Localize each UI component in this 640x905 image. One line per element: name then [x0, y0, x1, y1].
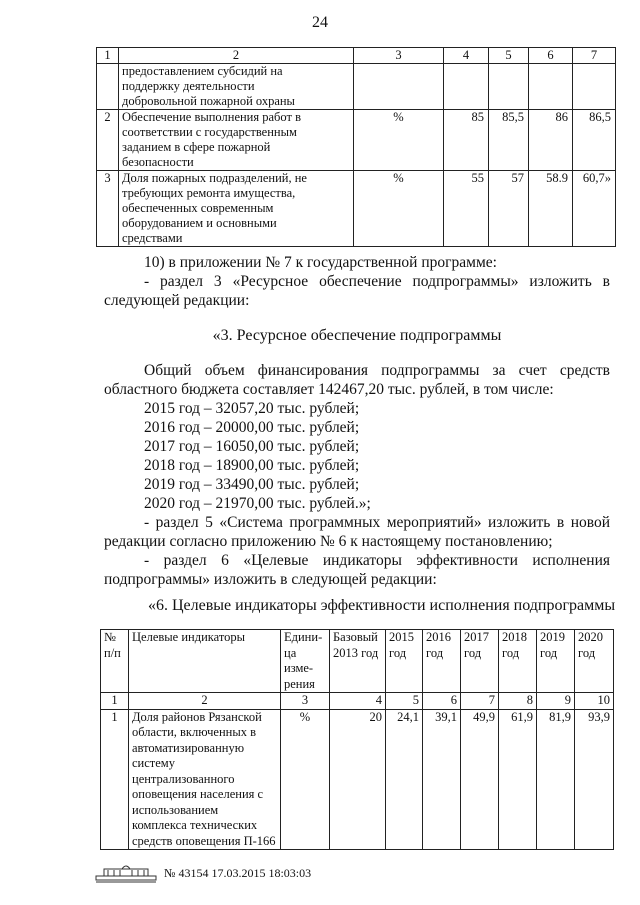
value-cell: 85,5 — [489, 110, 529, 171]
paragraph-line: - раздел 3 «Ресурсное обеспечение подпрограммы» изложить в — [144, 273, 610, 290]
table-row — [101, 709, 614, 850]
table1-header-cell: 7 — [573, 48, 616, 64]
year-line: 2019 год – 33490,00 тыс. рублей; — [144, 476, 360, 493]
year-line: 2017 год – 16050,00 тыс. рублей; — [144, 438, 360, 455]
header-line: 2017 — [464, 630, 489, 644]
indicator-name — [129, 709, 281, 850]
indicator-line: автоматизированную — [132, 740, 245, 755]
header-year-2019 — [537, 630, 575, 693]
header-line: 2020 — [578, 630, 603, 644]
indicator-line: обеспеченных современным — [122, 201, 274, 215]
column-number: 7 — [461, 693, 499, 710]
indicator-name — [119, 110, 354, 171]
year-line: 2018 год – 18900,00 тыс. рублей; — [144, 457, 360, 474]
header-line: № — [104, 630, 116, 644]
indicator-line: комплекса технических — [132, 818, 258, 832]
unit-cell: % — [281, 709, 330, 850]
row-number: 2 — [97, 110, 119, 171]
value-cell: 24,1 — [386, 709, 423, 850]
paragraph-line: следующей редакции: — [104, 292, 250, 309]
value-cell — [489, 64, 529, 110]
header-line: год — [389, 645, 407, 660]
header-line: ца изме- — [284, 645, 314, 675]
indicator-line: централизованного — [132, 771, 235, 786]
column-number: 3 — [281, 693, 330, 710]
page-number: 24 — [312, 14, 328, 31]
header-line: рения — [284, 676, 315, 691]
header-line: год — [578, 645, 596, 660]
paragraph-line: подпрограммы» изложить в следующей редакции: — [104, 571, 437, 588]
header-year-2017 — [461, 630, 499, 693]
header-base-year — [330, 630, 386, 693]
value-cell: 20 — [330, 709, 386, 850]
value-cell — [529, 64, 573, 110]
section-heading-6: «6. Целевые индикаторы эффективности исполнения подпрограммы — [148, 597, 616, 614]
value-cell — [444, 64, 489, 110]
value-cell: 86,5 — [573, 110, 616, 171]
column-number: 9 — [537, 693, 575, 710]
paragraph-10 — [104, 253, 610, 310]
header-year-2018 — [499, 630, 537, 693]
column-number: 2 — [129, 693, 281, 710]
indicator-line: заданием в сфере пожарной — [122, 140, 271, 154]
table1-header-cell: 6 — [529, 48, 573, 64]
document-footer — [94, 862, 311, 884]
indicator-line: безопасности — [122, 155, 194, 169]
indicators-table-continued — [96, 47, 616, 247]
header-year-2015 — [386, 630, 423, 693]
year-line: 2015 год – 32057,20 тыс. рублей; — [144, 400, 360, 417]
section-heading-3: «3. Ресурсное обеспечение подпрограммы — [212, 327, 502, 344]
header-line: 2018 — [502, 630, 527, 644]
column-number: 10 — [575, 693, 614, 710]
header-line: 2019 — [540, 630, 565, 644]
column-number: 6 — [423, 693, 461, 710]
indicator-line: требующих ремонта имущества, — [122, 186, 296, 200]
header-year-2020 — [575, 630, 614, 693]
indicator-line: области, включенных в — [132, 725, 256, 739]
table-row — [97, 110, 616, 171]
header-line: Базовый — [333, 630, 378, 644]
column-number: 8 — [499, 693, 537, 710]
table1-header-cell: 3 — [354, 48, 444, 64]
row-number — [97, 64, 119, 110]
value-cell — [573, 64, 616, 110]
value-cell: 86 — [529, 110, 573, 171]
value-cell: 55 — [444, 171, 489, 247]
indicator-line: Доля районов Рязанской — [132, 709, 262, 724]
paragraph-line: областного бюджета составляет 142467,20 тыс. рублей, в том числе: — [104, 381, 554, 398]
value-cell: 93,9 — [575, 709, 614, 850]
table1-header-cell: 1 — [97, 48, 119, 64]
column-number: 5 — [386, 693, 423, 710]
table1-header-cell: 5 — [489, 48, 529, 64]
header-number — [101, 630, 129, 693]
value-cell: 61,9 — [499, 709, 537, 850]
table-row — [97, 171, 616, 247]
header-line: год — [426, 645, 444, 660]
indicator-line: средствами — [122, 231, 183, 245]
indicator-line: добровольной пожарной охраны — [122, 94, 295, 108]
value-cell: 81,9 — [537, 709, 575, 850]
indicator-line: использованием — [132, 802, 219, 817]
header-line: 2016 — [426, 630, 451, 644]
indicator-line: оборудованием и основными — [122, 216, 277, 230]
indicator-line: оповещения населения с — [132, 787, 264, 801]
paragraph-line: 10) в приложении № 7 к государственной программе: — [144, 254, 497, 271]
indicator-line: предоставлением субсидий на — [122, 64, 283, 78]
header-line: п/п — [104, 645, 121, 660]
unit-cell — [354, 64, 444, 110]
value-cell: 57 — [489, 171, 529, 247]
header-line: 2013 год — [333, 645, 379, 660]
table1-header-cell: 4 — [444, 48, 489, 64]
header-line: год — [540, 645, 558, 660]
column-number: 1 — [101, 693, 129, 710]
row-number: 3 — [97, 171, 119, 247]
indicator-line: поддержку деятельности — [122, 79, 255, 93]
value-cell: 85 — [444, 110, 489, 171]
table-row — [97, 64, 616, 110]
indicator-line: соответствии с государственным — [122, 125, 297, 139]
indicator-name — [119, 171, 354, 247]
header-line: Едини- — [284, 630, 323, 644]
document-id: № 43154 17.03.2015 18:03:03 — [164, 865, 312, 880]
header-line: год — [502, 645, 520, 660]
header-unit — [281, 630, 330, 693]
header-line: год — [464, 645, 482, 660]
value-cell: 49,9 — [461, 709, 499, 850]
column-number: 4 — [330, 693, 386, 710]
value-cell: 60,7» — [573, 171, 616, 247]
indicator-line: средств оповещения П-166 — [132, 833, 276, 848]
table2-column-numbers-row — [101, 693, 614, 710]
indicator-line: Доля пожарных подразделений, не — [122, 171, 307, 185]
header-indicators: Целевые индикаторы — [129, 630, 281, 693]
unit-cell: % — [354, 171, 444, 247]
unit-cell: % — [354, 110, 444, 171]
target-indicators-table — [100, 629, 614, 850]
government-building-stamp-icon — [94, 862, 158, 884]
paragraph-line: - раздел 6 «Целевые индикаторы эффективности исполнения — [144, 552, 610, 569]
paragraph-line: редакции согласно приложению № 6 к настоящему постановлению; — [104, 533, 553, 550]
indicator-line: систему — [132, 756, 175, 770]
table1-header-cell: 2 — [119, 48, 354, 64]
row-number: 1 — [101, 709, 129, 850]
funding-paragraph — [104, 361, 610, 589]
header-year-2016 — [423, 630, 461, 693]
indicator-name — [119, 64, 354, 110]
paragraph-line: - раздел 5 «Система программных мероприятий» изложить в новой — [144, 514, 610, 531]
value-cell: 39,1 — [423, 709, 461, 850]
value-cell: 58.9 — [529, 171, 573, 247]
indicator-line: Обеспечение выполнения работ в — [122, 110, 301, 124]
header-line: 2015 — [389, 630, 414, 644]
table2-header-row — [101, 630, 614, 693]
table1-header-row — [97, 48, 616, 64]
paragraph-line: Общий объем финансирования подпрограммы за счет средств — [144, 362, 610, 379]
year-line: 2020 год – 21970,00 тыс. рублей.»; — [144, 495, 371, 512]
year-line: 2016 год – 20000,00 тыс. рублей; — [144, 419, 360, 436]
